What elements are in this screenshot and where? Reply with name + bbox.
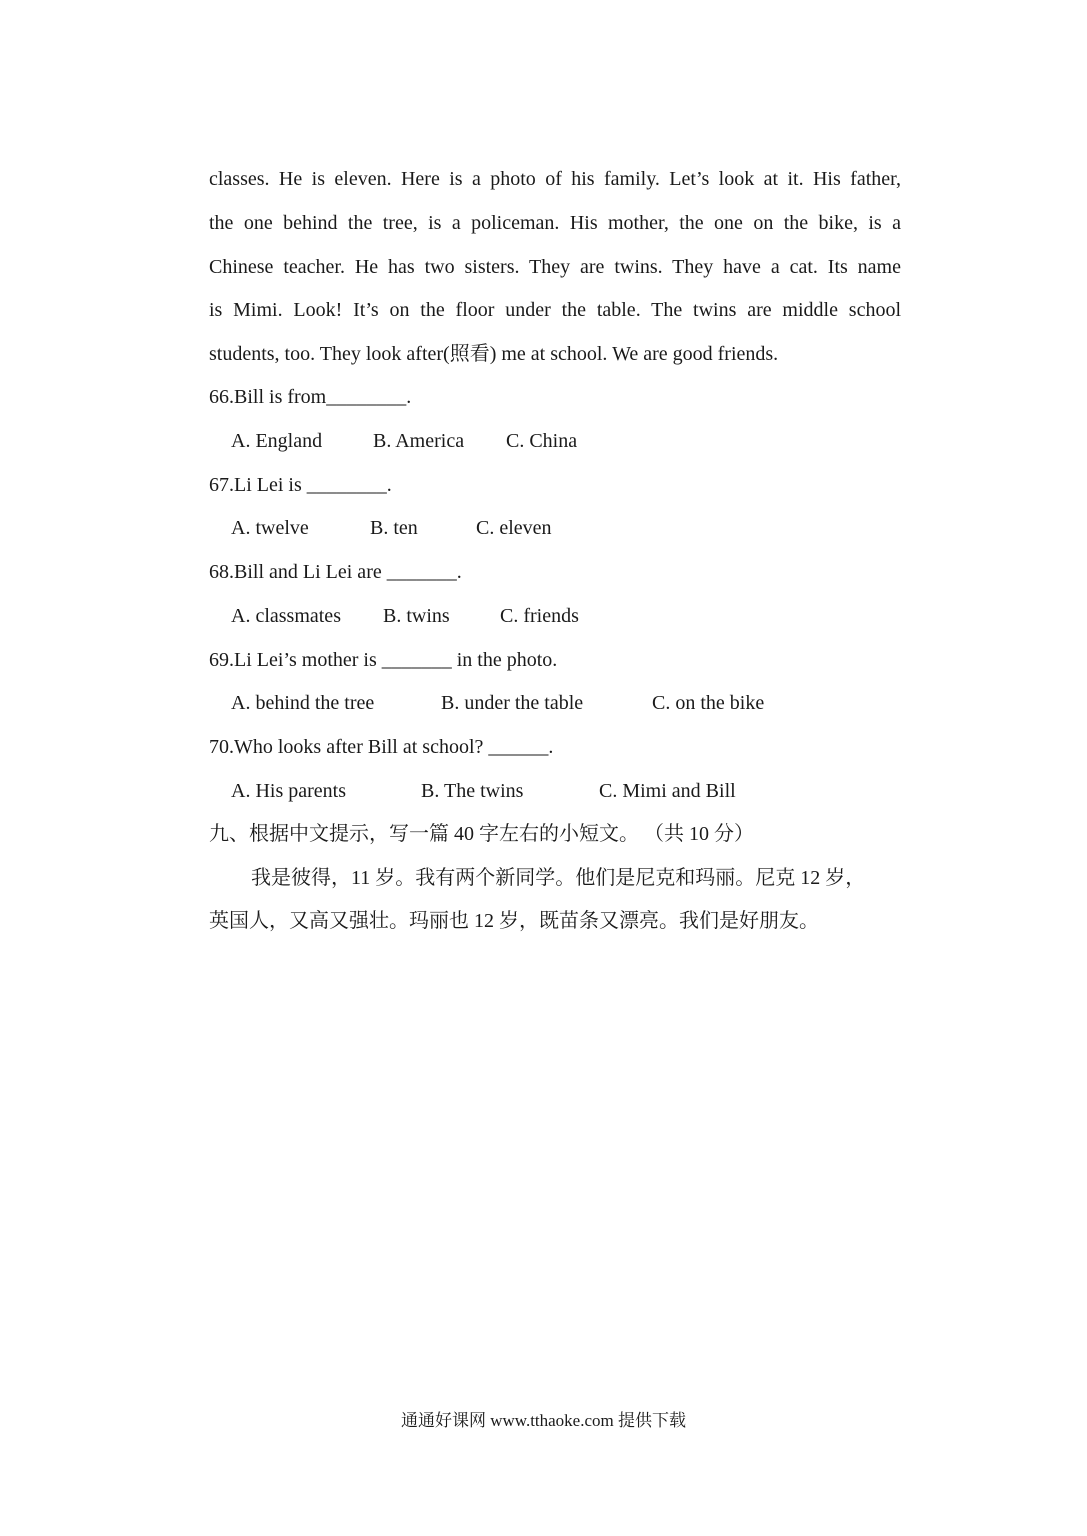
option-c: C. Mimi and Bill — [599, 780, 736, 802]
option-a: A. His parents — [231, 780, 346, 802]
option-a: A. classmates — [231, 605, 341, 627]
option-c: C. eleven — [476, 517, 552, 539]
passage-line: students, too. They look after(照看) me at school. We are good friends. — [209, 343, 779, 365]
option-b: B. under the table — [441, 692, 584, 714]
question-66-stem: 66.Bill is from________. — [209, 386, 412, 408]
question-70-stem: 70.Who looks after Bill at school? ______. — [209, 736, 554, 758]
option-a: A. England — [231, 430, 323, 452]
option-b: B. twins — [383, 605, 450, 627]
writing-prompt-line: 我是彼得，11 岁。我有两个新同学。他们是尼克和玛丽。尼克 12 岁， — [251, 867, 866, 889]
writing-prompt-line: 英国人，又高又强壮。玛丽也 12 岁，既苗条又漂亮。我们是好朋友。 — [209, 910, 819, 932]
option-b: B. America — [373, 430, 465, 452]
passage-line: Chinese teacher. He has two sisters. They are twins. They have a cat. Its name — [209, 256, 901, 278]
question-67-stem: 67.Li Lei is ________. — [209, 474, 392, 496]
option-a: A. behind the tree — [231, 692, 375, 714]
writing-section-heading: 九、根据中文提示，写一篇 40 字左右的小短文。 （共 10 分） — [209, 823, 754, 845]
option-c: C. China — [506, 430, 578, 452]
question-68-stem: 68.Bill and Li Lei are _______. — [209, 561, 462, 583]
option-c: C. friends — [500, 605, 579, 627]
option-c: C. on the bike — [652, 692, 765, 714]
option-a: A. twelve — [231, 517, 309, 539]
question-69-stem: 69.Li Lei’s mother is _______ in the photo. — [209, 649, 558, 671]
passage-line: the one behind the tree, is a policeman. His mother, the one on the bike, is a — [209, 212, 901, 234]
option-b: B. ten — [370, 517, 418, 539]
option-b: B. The twins — [421, 780, 524, 802]
passage-line: classes. He is eleven. Here is a photo of his family. Let’s look at it. His father, — [209, 168, 901, 190]
passage-line: is Mimi. Look! It’s on the floor under the table. The twins are middle school — [209, 299, 901, 321]
page-footer: 通通好课网 www.tthaoke.com 提供下载 — [400, 1411, 687, 1430]
